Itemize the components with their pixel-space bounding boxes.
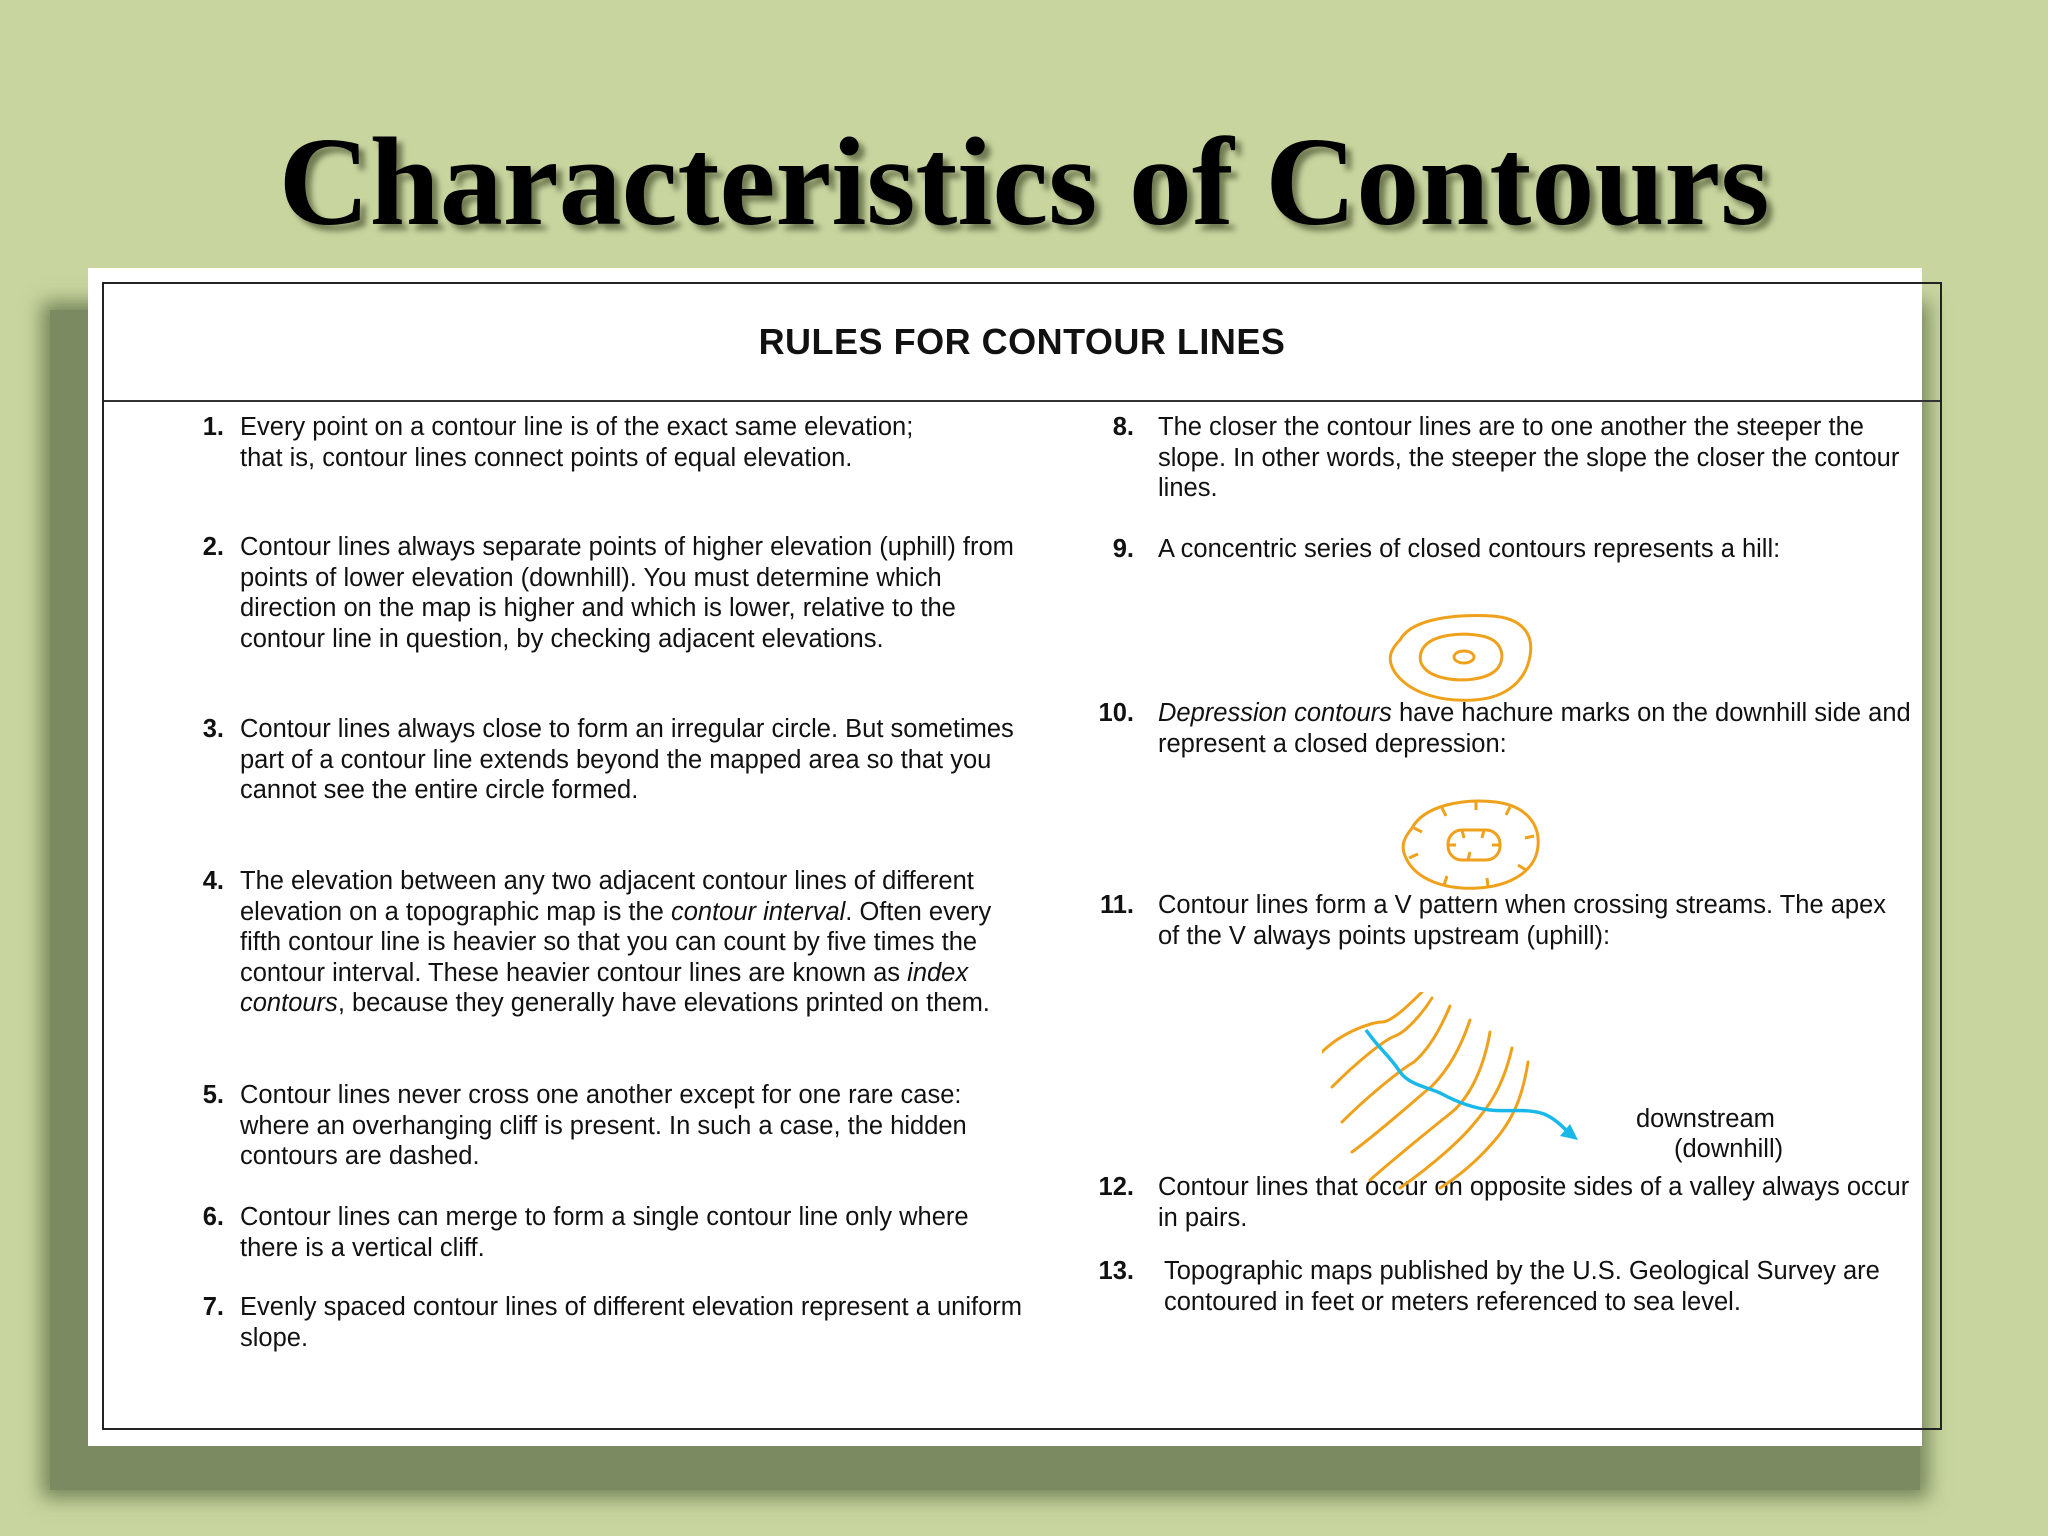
rule-number: 9. [1112,535,1134,563]
rule-text: Contour lines always separate points of higher elevation (uphill) from points of lower elevation (downhill). You must determine which direction on the map is higher and which is lower, relative to the contour line in question, by checking adjacent elevations. [240,533,1014,653]
depression-contours-figure [1392,794,1552,894]
rule-text: Contour lines never cross one another except for one rare case: where an overhanging cliff is present. In such a case, the hidden contours are dashed. [240,1081,967,1170]
rule-text [1158,698,1938,759]
rule-term: Depression contours [1158,699,1392,727]
rule-number: 10. [1098,699,1134,727]
rule-number: 5. [202,1081,224,1109]
rule-number: 3. [202,715,224,743]
rule-number: 11. [1099,891,1134,919]
hill-outer-contour [1390,616,1531,701]
hill-contours-figure [1382,608,1542,708]
depression-inner-hachures [1448,830,1500,860]
rule-text: Contour lines that occur on opposite sides of a valley always occur in pairs. [1158,1173,1910,1232]
rule-text: Contour lines can merge to form a single contour line only where there is a vertical cliff. [240,1203,969,1262]
rules-card [88,268,1922,1446]
rule-number: 12. [1098,1173,1134,1201]
rule-text [240,866,1000,1019]
stream-contour-lines [1322,992,1528,1188]
rule-term: index contours [240,958,969,1017]
rule-text: Evenly spaced contour lines of different elevation represent a uniform slope. [240,1293,1022,1352]
rules-heading: RULES FOR CONTOUR LINES [758,321,1286,362]
rule-text-part: . Often every fifth contour line is heavier so that you can count by five times the contour interval. These heavier contour lines are known as [240,897,992,987]
slide-title: Characteristics of Contours [278,113,1770,252]
rule-number: 2. [202,533,224,561]
hill-middle-contour [1420,634,1502,680]
rule-number: 8. [1112,413,1134,441]
rule-text-part: , because they generally have elevations printed on them. [337,989,990,1017]
rule-number: 7. [202,1293,224,1321]
rules-frame [102,282,1942,1430]
rule-text: Every point on a contour line is of the exact same elevation; that is, contour lines connect points of equal elevation. [240,413,914,472]
rule-text: Contour lines form a V pattern when crossing streams. The apex of the V always points upstream (uphill): [1158,891,1887,950]
rule-number: 13. [1098,1257,1134,1285]
rule-number: 4. [202,867,224,895]
rule-term: contour interval [670,897,846,926]
downstream-label [1636,1104,1783,1164]
rule-text-part: The elevation between any two adjacent contour lines of different elevation on a topographic map is the [240,867,974,926]
rule-text: Topographic maps published by the U.S. Geological Survey are contoured in feet or meters referenced to sea level. [1164,1257,1880,1316]
rule-number: 1. [202,413,224,441]
downstream-label-line1: downstream [1636,1105,1775,1133]
stream-v-pattern-figure [1322,992,1582,1192]
depression-outer-contour [1403,801,1538,888]
rule-number: 6. [202,1203,224,1231]
rule-text: The closer the contour lines are to one another the steeper the slope. In other words, the steeper the slope the closer the contour lines. [1158,413,1900,502]
rule-text: A concentric series of closed contours represents a hill: [1158,535,1781,563]
rule-text-part: have hachure marks on the downhill side and represent a closed depression: [1158,699,1911,758]
rules-header [104,284,1940,402]
downstream-label-line2: (downhill) [1674,1135,1784,1163]
rule-text: Contour lines always close to form an irregular circle. But sometimes part of a contour line extends beyond the mapped area so that you cannot see the entire circle formed. [240,715,1014,804]
hill-inner-contour [1454,651,1474,663]
